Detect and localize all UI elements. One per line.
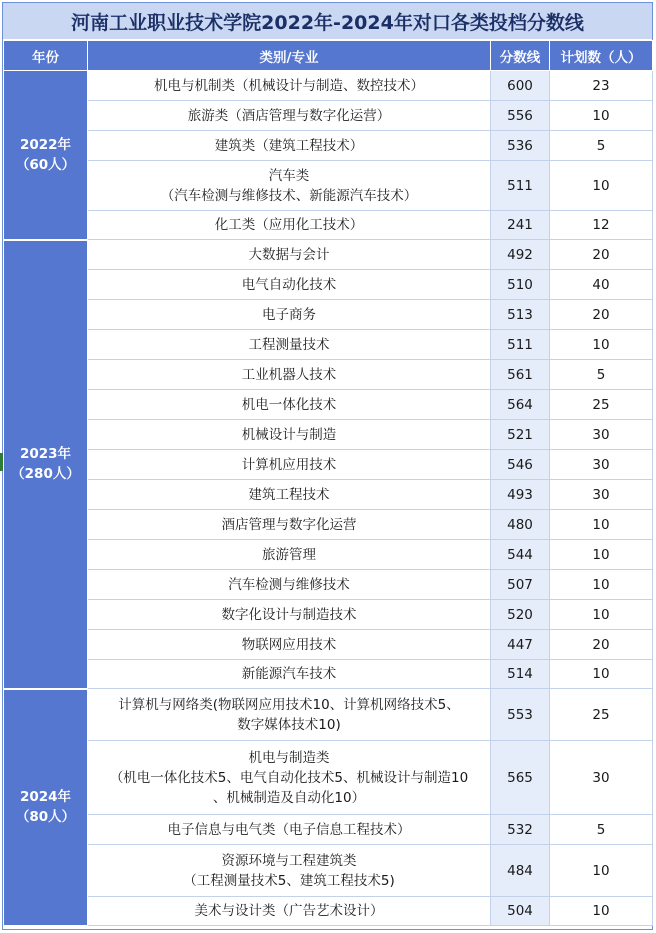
table-row [4,390,653,420]
table-row [4,300,653,330]
major-cell: 计算机应用技术 [88,450,491,480]
major-cell: 机电一体化技术 [88,390,491,420]
year-label: 2024年 [19,789,72,805]
table-row [4,845,653,897]
table-row [4,570,653,600]
plan-cell: 30 [550,450,653,480]
table-row [4,540,653,570]
major-cell: 化工类（应用化工技术） [88,211,491,240]
plan-cell: 30 [550,420,653,450]
score-cell: 532 [491,815,550,845]
score-cell: 546 [491,450,550,480]
plan-cell: 10 [550,660,653,689]
plan-cell: 5 [550,131,653,161]
plan-cell: 10 [550,845,653,897]
major-cell: 电子商务 [88,300,491,330]
page-title: 河南工业职业技术学院2022年-2024年对口各类投档分数线 [3,3,652,39]
plan-cell: 40 [550,270,653,300]
major-cell: 电气自动化技术 [88,270,491,300]
plan-cell: 20 [550,300,653,330]
score-cell: 514 [491,660,550,689]
score-cell: 493 [491,480,550,510]
major-cell: 数字化设计与制造技术 [88,600,491,630]
score-cell: 504 [491,897,550,926]
table-row [4,240,653,270]
table-row [4,161,653,211]
table-row [4,600,653,630]
plan-cell: 10 [550,161,653,211]
major-cell: 机电与机制类（机械设计与制造、数控技术） [88,71,491,101]
header-score: 分数线 [491,41,550,71]
header-plan: 计划数（人） [550,41,653,71]
table-row [4,689,653,741]
plan-cell: 25 [550,689,653,741]
year-cell [4,689,88,926]
plan-cell: 10 [550,897,653,926]
major-cell: 大数据与会计 [88,240,491,270]
major-cell: 旅游管理 [88,540,491,570]
year-cell [4,240,88,689]
plan-cell: 10 [550,510,653,540]
major-cell: 美术与设计类（广告艺术设计） [88,897,491,926]
score-cell: 565 [491,741,550,815]
major-cell: 机械设计与制造 [88,420,491,450]
header-row [4,41,653,71]
table-row [4,630,653,660]
score-cell: 600 [491,71,550,101]
table-row [4,450,653,480]
major-cell: 电子信息与电气类（电子信息工程技术） [88,815,491,845]
score-cell: 510 [491,270,550,300]
major-cell: 旅游类（酒店管理与数字化运营） [88,101,491,131]
table-row [4,420,653,450]
major-cell: 新能源汽车技术 [88,660,491,689]
score-cell: 521 [491,420,550,450]
score-cell: 513 [491,300,550,330]
plan-cell: 5 [550,815,653,845]
score-cell: 553 [491,689,550,741]
major-cell: 酒店管理与数字化运营 [88,510,491,540]
score-table [3,40,653,927]
plan-cell: 10 [550,600,653,630]
plan-cell: 23 [550,71,653,101]
score-cell: 511 [491,330,550,360]
table-row [4,270,653,300]
year-label: 2022年 [19,136,72,153]
table-row [4,131,653,161]
major-cell: 工程测量技术 [88,330,491,360]
year-total: （280人） [11,466,80,482]
year-label: 2023年 [19,446,72,462]
major-cell: 计算机与网络类(物联网应用技术10、计算机网络技术5、 数字媒体技术10) [88,689,491,741]
table-row [4,330,653,360]
score-cell: 241 [491,211,550,240]
score-cell: 511 [491,161,550,211]
table-row [4,660,653,689]
plan-cell: 30 [550,741,653,815]
table-row [4,360,653,390]
major-cell: 汽车检测与维修技术 [88,570,491,600]
plan-cell: 10 [550,330,653,360]
year-cell [4,71,88,240]
major-cell: 工业机器人技术 [88,360,491,390]
score-cell: 556 [491,101,550,131]
table-row [4,71,653,101]
score-cell: 520 [491,600,550,630]
score-cell: 561 [491,360,550,390]
major-cell: 资源环境与工程建筑类 （工程测量技术5、建筑工程技术5) [88,845,491,897]
score-cell: 484 [491,845,550,897]
plan-cell: 5 [550,360,653,390]
plan-cell: 12 [550,211,653,240]
plan-cell: 30 [550,480,653,510]
table-row [4,211,653,240]
plan-cell: 10 [550,540,653,570]
score-cell: 564 [491,390,550,420]
score-cell: 492 [491,240,550,270]
major-cell: 物联网应用技术 [88,630,491,660]
table-body [4,71,653,926]
year-total: （80人） [15,809,76,825]
plan-cell: 20 [550,630,653,660]
major-cell: 汽车类 （汽车检测与维修技术、新能源汽车技术） [88,161,491,211]
header-major: 类别/专业 [88,41,491,71]
plan-cell: 10 [550,101,653,131]
score-cell: 536 [491,131,550,161]
score-cell: 507 [491,570,550,600]
table-row [4,510,653,540]
score-cell: 480 [491,510,550,540]
year-total: （60人） [15,156,76,173]
table-row [4,815,653,845]
plan-cell: 25 [550,390,653,420]
score-cell: 544 [491,540,550,570]
table-row [4,480,653,510]
major-cell: 机电与制造类 （机电一体化技术5、电气自动化技术5、机械设计与制造10 、机械制造及自动化10） [88,741,491,815]
table-row [4,897,653,926]
header-year: 年份 [4,41,88,71]
table-row [4,101,653,131]
plan-cell: 10 [550,570,653,600]
table-row [4,741,653,815]
score-cell: 447 [491,630,550,660]
plan-cell: 20 [550,240,653,270]
major-cell: 建筑工程技术 [88,480,491,510]
major-cell: 建筑类（建筑工程技术） [88,131,491,161]
